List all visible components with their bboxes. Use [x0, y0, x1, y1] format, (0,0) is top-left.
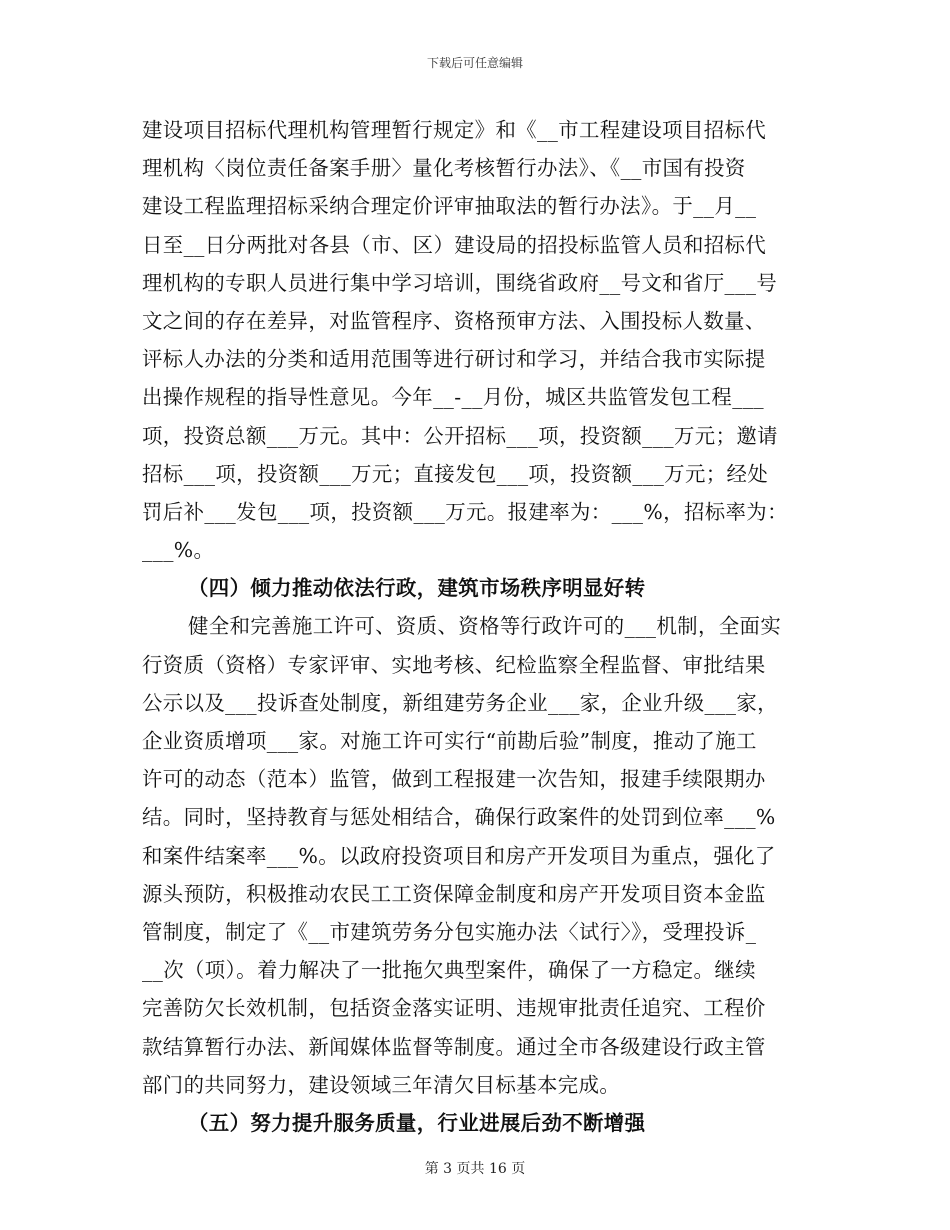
paragraph-line: 结。同时，坚持教育与惩处相结合，确保行政案件的处罚到位率___%: [142, 805, 776, 830]
paragraph-line: 出操作规程的指导性意见。今年__-__月份，城区共监管发包工程___: [142, 385, 765, 410]
page-footer: 第 3 页共 16 页: [424, 1161, 526, 1177]
paragraph-line: 许可的动态（范本）监管，做到工程报建一次告知，报建手续限期办: [142, 767, 766, 792]
paragraph-line: 文之间的存在差异，对监管程序、资格预审方法、入围投标人数量、: [142, 308, 766, 333]
paragraph-line: 管制度，制定了《__市建筑劳务分包实施办法〈试行〉》，受理投诉_: [142, 919, 757, 944]
paragraph-line: 理机构〈岗位责任备案手册〉量化考核暂行办法》、《__市国有投资: [142, 156, 746, 181]
paragraph-line: 建设项目招标代理机构管理暂行规定》和《__市工程建设项目招标代: [142, 118, 767, 142]
section-heading: （五）努力提升服务质量，行业进展后劲不断增强: [188, 1110, 646, 1135]
paragraph-line: ___%。: [142, 538, 215, 563]
paragraph-line: 部门的共同努力，建设领域三年清欠目标基本完成。: [142, 1072, 621, 1097]
paragraph-line: 罚后补___发包___项，投资额___万元。报建率为：___%，招标率为：: [142, 499, 788, 524]
paragraph-line: 完善防欠长效机制，包括资金落实证明、违规审批责任追究、工程价: [142, 996, 766, 1021]
section-heading: （四）倾力推动依法行政，建筑市场秩序明显好转: [188, 576, 646, 601]
paragraph-line: 款结算暂行办法、新闻媒体监督等制度。通过全市各级建设行政主管: [142, 1034, 766, 1059]
paragraph-line: 理机构的专职人员进行集中学习培训，围绕省政府__号文和省厅___号: [142, 270, 778, 295]
paragraph-line: 招标___项，投资额___万元；直接发包___项，投资额___万元；经处: [142, 461, 769, 486]
paragraph-line: 源头预防，积极推动农民工工资保障金制度和房产开发项目资本金监: [142, 881, 766, 906]
paragraph-line: 日至__日分两批对各县（市、区）建设局的招投标监管人员和招标代: [142, 232, 767, 257]
page-header: 下载后可任意编辑: [426, 56, 523, 70]
paragraph-line: 和案件结案率___%。以政府投资项目和房产开发项目为重点，强化了: [142, 843, 776, 868]
paragraph-line: 建设工程监理招标采纳合理定价评审抽取法的暂行办法》。于__月__: [142, 194, 757, 219]
paragraph-line: 评标人办法的分类和适用范围等进行研讨和学习，并结合我市实际提: [142, 347, 766, 372]
document-body: [142, 111, 807, 1142]
paragraph-line: 项，投资总额___万元。其中：公开招标___项，投资额___万元；邀请: [142, 423, 778, 448]
paragraph-line: 健全和完善施工许可、资质、资格等行政许可的___机制，全面实: [188, 614, 782, 639]
paragraph-line: 公示以及___投诉查处制度，新组建劳务企业___家，企业升级___家，: [142, 690, 778, 715]
paragraph-line: 行资质（资格）专家评审、实地考核、纪检监察全程监督、审批结果: [142, 652, 766, 677]
paragraph-line: 企业资质增项___家。对施工许可实行“前勘后验”制度，推动了施工: [142, 729, 757, 753]
paragraph-line: __次（项）。着力解决了一批拖欠典型案件，确保了一方稳定。继续: [142, 958, 756, 983]
